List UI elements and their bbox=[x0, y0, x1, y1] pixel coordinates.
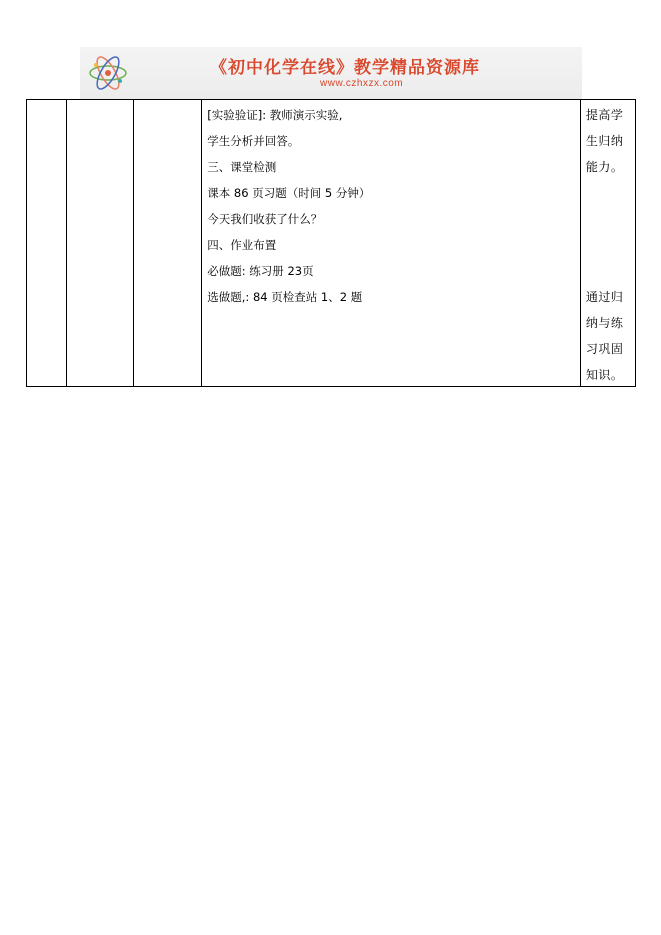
note-line: 习巩固 bbox=[585, 342, 624, 356]
note-line: 纳与练 bbox=[585, 316, 624, 330]
header-banner bbox=[80, 47, 582, 100]
empty-cell bbox=[67, 100, 134, 387]
content-line: 三、课堂检测 bbox=[207, 160, 277, 174]
note-line: 知识。 bbox=[585, 368, 624, 382]
content-line: 四、作业布置 bbox=[207, 238, 277, 252]
content-line: 今天我们收获了什么？ bbox=[207, 212, 323, 226]
design-intent-cell bbox=[580, 100, 635, 387]
atom-logo-icon bbox=[86, 53, 130, 93]
content-line: [实验验证]: 教师演示实验, bbox=[207, 108, 343, 122]
note-line: 通过归 bbox=[585, 290, 624, 304]
lesson-table bbox=[26, 99, 636, 387]
table-row bbox=[27, 100, 636, 387]
empty-cell bbox=[134, 100, 202, 387]
note-line: 提高学 bbox=[585, 108, 624, 122]
note-top bbox=[586, 102, 632, 180]
note-bottom bbox=[586, 284, 632, 388]
content-line: 必做题: 练习册 23页 bbox=[207, 264, 314, 278]
content-line: 选做题,: 84 页检查站 1、2 题 bbox=[207, 290, 363, 304]
note-line: 能力。 bbox=[585, 160, 624, 174]
banner-title: 《初中化学在线》教学精品资源库 bbox=[210, 58, 480, 78]
note-line: 生归纳 bbox=[585, 134, 624, 148]
banner-url: www.czhxzx.com bbox=[320, 78, 404, 89]
content-line: 课本 86 页习题（时间 5 分钟） bbox=[207, 186, 371, 200]
empty-cell bbox=[27, 100, 67, 387]
content-line: 学生分析并回答。 bbox=[207, 134, 300, 148]
activity-cell bbox=[202, 100, 581, 387]
